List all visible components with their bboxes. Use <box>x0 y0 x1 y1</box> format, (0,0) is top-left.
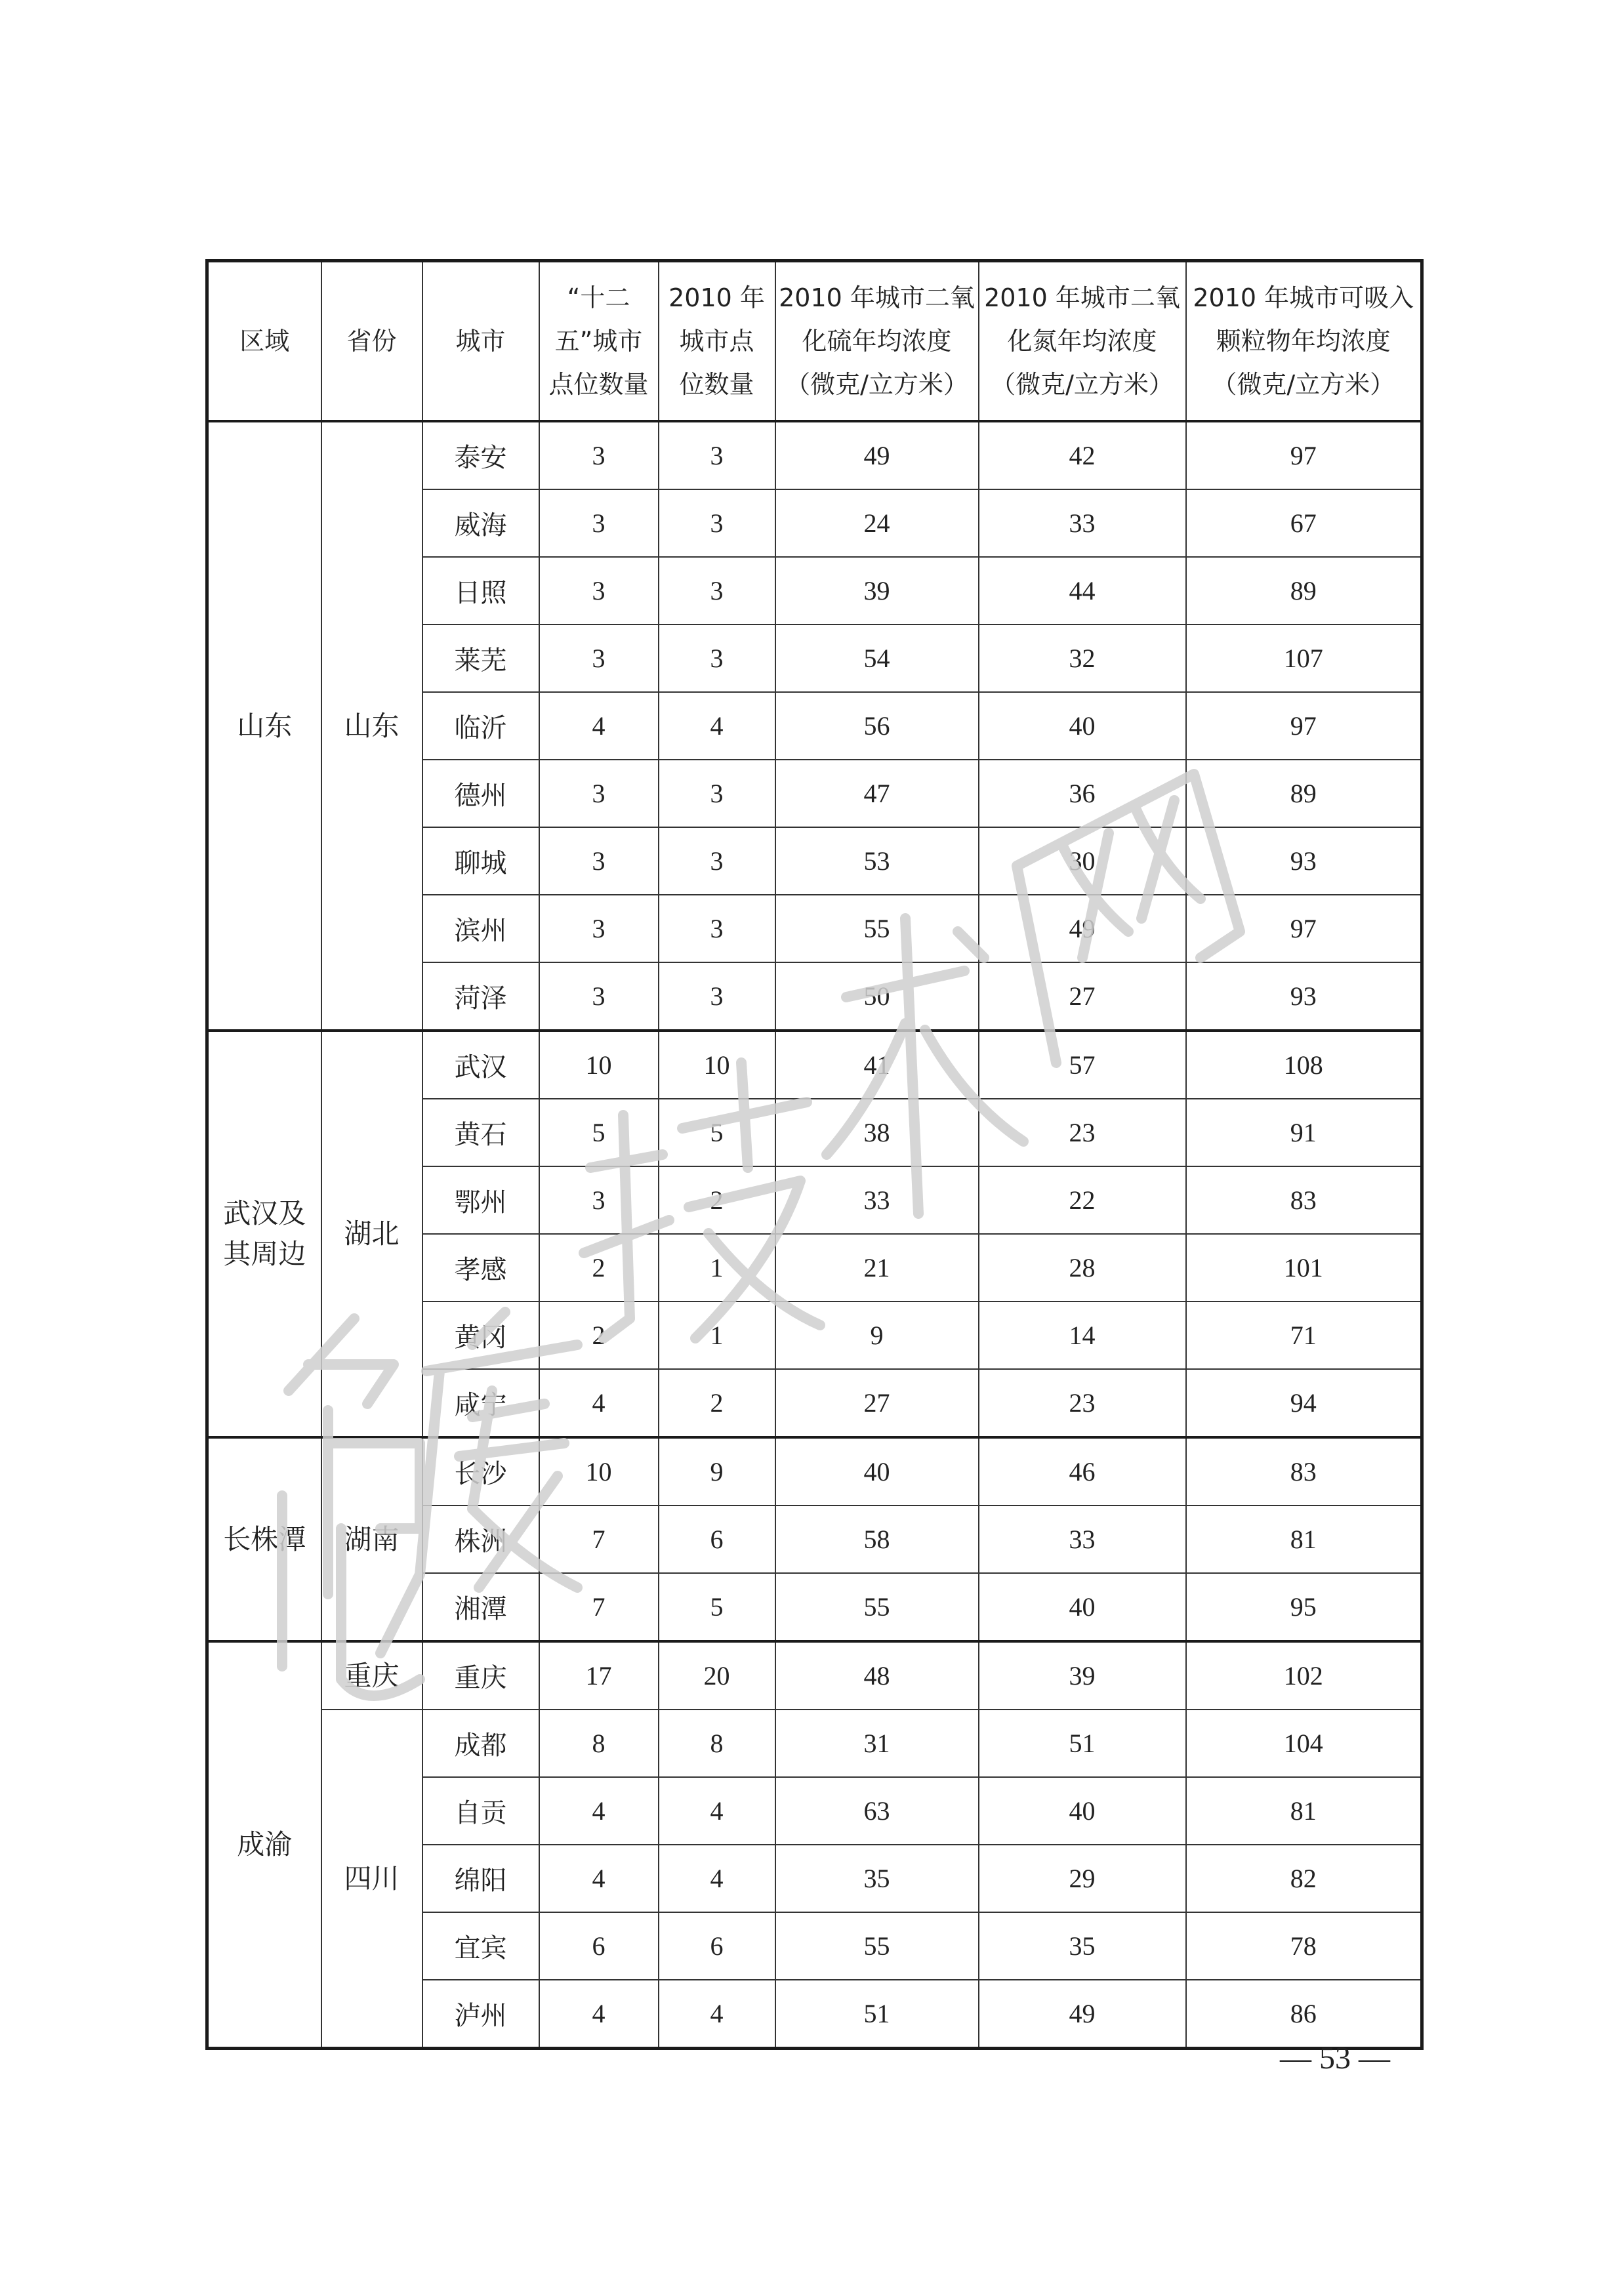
so2-cell: 51 <box>775 1980 979 2049</box>
so2-cell: 63 <box>775 1777 979 1845</box>
column-header-line: 化氮年均浓度 <box>1007 327 1157 356</box>
so2-cell: 33 <box>775 1166 979 1234</box>
p2010-cell: 10 <box>659 1031 775 1099</box>
p125-cell: 5 <box>539 1099 659 1166</box>
p2010-cell: 5 <box>659 1573 775 1641</box>
pm-cell: 94 <box>1186 1369 1422 1437</box>
so2-cell: 56 <box>775 692 979 760</box>
so2-cell: 50 <box>775 962 979 1031</box>
so2-cell: 9 <box>775 1302 979 1369</box>
so2-cell: 58 <box>775 1506 979 1573</box>
p2010-cell: 3 <box>659 895 775 962</box>
p125-cell: 4 <box>539 1845 659 1912</box>
city-cell: 泰安 <box>422 421 539 489</box>
region-cell: 武汉及其周边 <box>207 1031 321 1437</box>
p125-cell: 2 <box>539 1302 659 1369</box>
p125-cell: 3 <box>539 489 659 557</box>
province-cell: 湖北 <box>321 1031 422 1437</box>
no2-cell: 51 <box>979 1710 1186 1777</box>
province-cell: 四川 <box>321 1710 422 2049</box>
region-cell: 山东 <box>207 421 321 1031</box>
province-cell: 重庆 <box>321 1641 422 1710</box>
so2-cell: 38 <box>775 1099 979 1166</box>
city-cell: 长沙 <box>422 1437 539 1506</box>
pm-cell: 93 <box>1186 827 1422 895</box>
p2010-cell: 5 <box>659 1099 775 1166</box>
column-header-line: 化硫年均浓度 <box>802 327 952 356</box>
pm-cell: 89 <box>1186 760 1422 827</box>
p125-cell: 4 <box>539 1980 659 2049</box>
so2-cell: 55 <box>775 895 979 962</box>
p2010-cell: 2 <box>659 1369 775 1437</box>
city-cell: 泸州 <box>422 1980 539 2049</box>
so2-cell: 35 <box>775 1845 979 1912</box>
table-row <box>207 1710 1422 1777</box>
pm-cell: 81 <box>1186 1777 1422 1845</box>
pm-cell: 67 <box>1186 489 1422 557</box>
pm-cell: 104 <box>1186 1710 1422 1777</box>
p125-cell: 6 <box>539 1912 659 1980</box>
no2-cell: 27 <box>979 962 1186 1031</box>
table-row <box>207 421 1422 489</box>
pm-cell: 89 <box>1186 557 1422 625</box>
no2-cell: 23 <box>979 1369 1186 1437</box>
no2-cell: 32 <box>979 625 1186 692</box>
so2-cell: 55 <box>775 1912 979 1980</box>
air-quality-table <box>205 259 1424 2050</box>
no2-cell: 33 <box>979 1506 1186 1573</box>
city-cell: 聊城 <box>422 827 539 895</box>
p2010-cell: 4 <box>659 1980 775 2049</box>
city-cell: 孝感 <box>422 1234 539 1302</box>
p2010-cell: 6 <box>659 1912 775 1980</box>
column-header <box>207 261 321 422</box>
p2010-cell: 3 <box>659 760 775 827</box>
p2010-cell: 1 <box>659 1302 775 1369</box>
p125-cell: 4 <box>539 1777 659 1845</box>
so2-cell: 41 <box>775 1031 979 1099</box>
so2-cell: 40 <box>775 1437 979 1506</box>
column-header-line: （微克/立方米） <box>991 370 1174 399</box>
page-number: — 53 — <box>1280 2041 1390 2076</box>
city-cell: 株洲 <box>422 1506 539 1573</box>
city-cell: 宜宾 <box>422 1912 539 1980</box>
city-cell: 绵阳 <box>422 1845 539 1912</box>
so2-cell: 47 <box>775 760 979 827</box>
p2010-cell: 20 <box>659 1641 775 1710</box>
column-header <box>422 261 539 422</box>
region-cell: 成渝 <box>207 1641 321 2049</box>
no2-cell: 23 <box>979 1099 1186 1166</box>
p125-cell: 3 <box>539 625 659 692</box>
column-header <box>979 261 1186 422</box>
no2-cell: 44 <box>979 557 1186 625</box>
table-row <box>207 1641 1422 1710</box>
p2010-cell: 1 <box>659 1234 775 1302</box>
city-cell: 菏泽 <box>422 962 539 1031</box>
p2010-cell: 3 <box>659 827 775 895</box>
so2-cell: 27 <box>775 1369 979 1437</box>
city-cell: 莱芜 <box>422 625 539 692</box>
pm-cell: 93 <box>1186 962 1422 1031</box>
no2-cell: 39 <box>979 1641 1186 1710</box>
city-cell: 滨州 <box>422 895 539 962</box>
p2010-cell: 4 <box>659 1845 775 1912</box>
p2010-cell: 3 <box>659 489 775 557</box>
p125-cell: 3 <box>539 1166 659 1234</box>
p2010-cell: 3 <box>659 421 775 489</box>
pm-cell: 86 <box>1186 1980 1422 2049</box>
column-header-line: 颗粒物年均浓度 <box>1216 327 1391 356</box>
p2010-cell: 9 <box>659 1437 775 1506</box>
so2-cell: 49 <box>775 421 979 489</box>
pm-cell: 81 <box>1186 1506 1422 1573</box>
p2010-cell: 8 <box>659 1710 775 1777</box>
pm-cell: 107 <box>1186 625 1422 692</box>
no2-cell: 36 <box>979 760 1186 827</box>
no2-cell: 42 <box>979 421 1186 489</box>
p125-cell: 3 <box>539 962 659 1031</box>
no2-cell: 40 <box>979 1573 1186 1641</box>
column-header-line: 五”城市 <box>554 327 643 356</box>
column-header-line: 城市点 <box>679 327 754 356</box>
city-cell: 黄石 <box>422 1099 539 1166</box>
p125-cell: 10 <box>539 1031 659 1099</box>
table-row <box>207 1437 1422 1506</box>
column-header-line: 省份 <box>346 327 397 356</box>
p2010-cell: 2 <box>659 1166 775 1234</box>
p125-cell: 8 <box>539 1710 659 1777</box>
pm-cell: 91 <box>1186 1099 1422 1166</box>
p2010-cell: 6 <box>659 1506 775 1573</box>
city-cell: 黄冈 <box>422 1302 539 1369</box>
pm-cell: 97 <box>1186 421 1422 489</box>
pm-cell: 95 <box>1186 1573 1422 1641</box>
pm-cell: 108 <box>1186 1031 1422 1099</box>
so2-cell: 48 <box>775 1641 979 1710</box>
p2010-cell: 4 <box>659 1777 775 1845</box>
column-header-line: 城市 <box>455 327 506 356</box>
pm-cell: 78 <box>1186 1912 1422 1980</box>
pm-cell: 82 <box>1186 1845 1422 1912</box>
table-body <box>207 421 1422 2049</box>
city-cell: 鄂州 <box>422 1166 539 1234</box>
province-cell: 山东 <box>321 421 422 1031</box>
p2010-cell: 3 <box>659 625 775 692</box>
city-cell: 重庆 <box>422 1641 539 1710</box>
column-header-line: “十二 <box>567 283 630 312</box>
no2-cell: 46 <box>979 1437 1186 1506</box>
p125-cell: 3 <box>539 895 659 962</box>
region-cell: 长株潭 <box>207 1437 321 1641</box>
no2-cell: 40 <box>979 1777 1186 1845</box>
so2-cell: 39 <box>775 557 979 625</box>
no2-cell: 14 <box>979 1302 1186 1369</box>
p125-cell: 17 <box>539 1641 659 1710</box>
so2-cell: 55 <box>775 1573 979 1641</box>
p2010-cell: 3 <box>659 962 775 1031</box>
city-cell: 威海 <box>422 489 539 557</box>
column-header <box>659 261 775 422</box>
p2010-cell: 3 <box>659 557 775 625</box>
column-header-line: 2010 年城市二氧 <box>779 283 975 312</box>
column-header-line: 2010 年城市二氧 <box>984 283 1180 312</box>
no2-cell: 29 <box>979 1845 1186 1912</box>
column-header-line: 位数量 <box>679 370 754 399</box>
p2010-cell: 4 <box>659 692 775 760</box>
city-cell: 成都 <box>422 1710 539 1777</box>
table-header-row <box>207 261 1422 422</box>
column-header <box>321 261 422 422</box>
pm-cell: 97 <box>1186 895 1422 962</box>
p125-cell: 2 <box>539 1234 659 1302</box>
p125-cell: 3 <box>539 760 659 827</box>
city-cell: 咸宁 <box>422 1369 539 1437</box>
so2-cell: 24 <box>775 489 979 557</box>
province-cell: 湖南 <box>321 1437 422 1641</box>
pm-cell: 83 <box>1186 1437 1422 1506</box>
column-header-line: 点位数量 <box>548 370 649 399</box>
so2-cell: 21 <box>775 1234 979 1302</box>
column-header-line: （微克/立方米） <box>1212 370 1395 399</box>
no2-cell: 22 <box>979 1166 1186 1234</box>
so2-cell: 53 <box>775 827 979 895</box>
pm-cell: 71 <box>1186 1302 1422 1369</box>
no2-cell: 33 <box>979 489 1186 557</box>
column-header-line: 区域 <box>239 327 290 356</box>
pm-cell: 102 <box>1186 1641 1422 1710</box>
no2-cell: 30 <box>979 827 1186 895</box>
no2-cell: 49 <box>979 1980 1186 2049</box>
column-header-line: （微克/立方米） <box>785 370 968 399</box>
p125-cell: 3 <box>539 421 659 489</box>
city-cell: 自贡 <box>422 1777 539 1845</box>
no2-cell: 28 <box>979 1234 1186 1302</box>
city-cell: 日照 <box>422 557 539 625</box>
pm-cell: 97 <box>1186 692 1422 760</box>
column-header-line: 2010 年城市可吸入 <box>1193 283 1414 312</box>
p125-cell: 3 <box>539 557 659 625</box>
city-cell: 德州 <box>422 760 539 827</box>
pm-cell: 83 <box>1186 1166 1422 1234</box>
column-header <box>775 261 979 422</box>
city-cell: 临沂 <box>422 692 539 760</box>
city-cell: 武汉 <box>422 1031 539 1099</box>
no2-cell: 40 <box>979 692 1186 760</box>
table-row <box>207 1031 1422 1099</box>
p125-cell: 7 <box>539 1573 659 1641</box>
city-cell: 湘潭 <box>422 1573 539 1641</box>
column-header <box>539 261 659 422</box>
p125-cell: 4 <box>539 1369 659 1437</box>
p125-cell: 3 <box>539 827 659 895</box>
no2-cell: 49 <box>979 895 1186 962</box>
p125-cell: 4 <box>539 692 659 760</box>
column-header <box>1186 261 1422 422</box>
so2-cell: 31 <box>775 1710 979 1777</box>
pm-cell: 101 <box>1186 1234 1422 1302</box>
no2-cell: 57 <box>979 1031 1186 1099</box>
p125-cell: 10 <box>539 1437 659 1506</box>
so2-cell: 54 <box>775 625 979 692</box>
column-header-line: 2010 年 <box>668 283 765 312</box>
p125-cell: 7 <box>539 1506 659 1573</box>
no2-cell: 35 <box>979 1912 1186 1980</box>
